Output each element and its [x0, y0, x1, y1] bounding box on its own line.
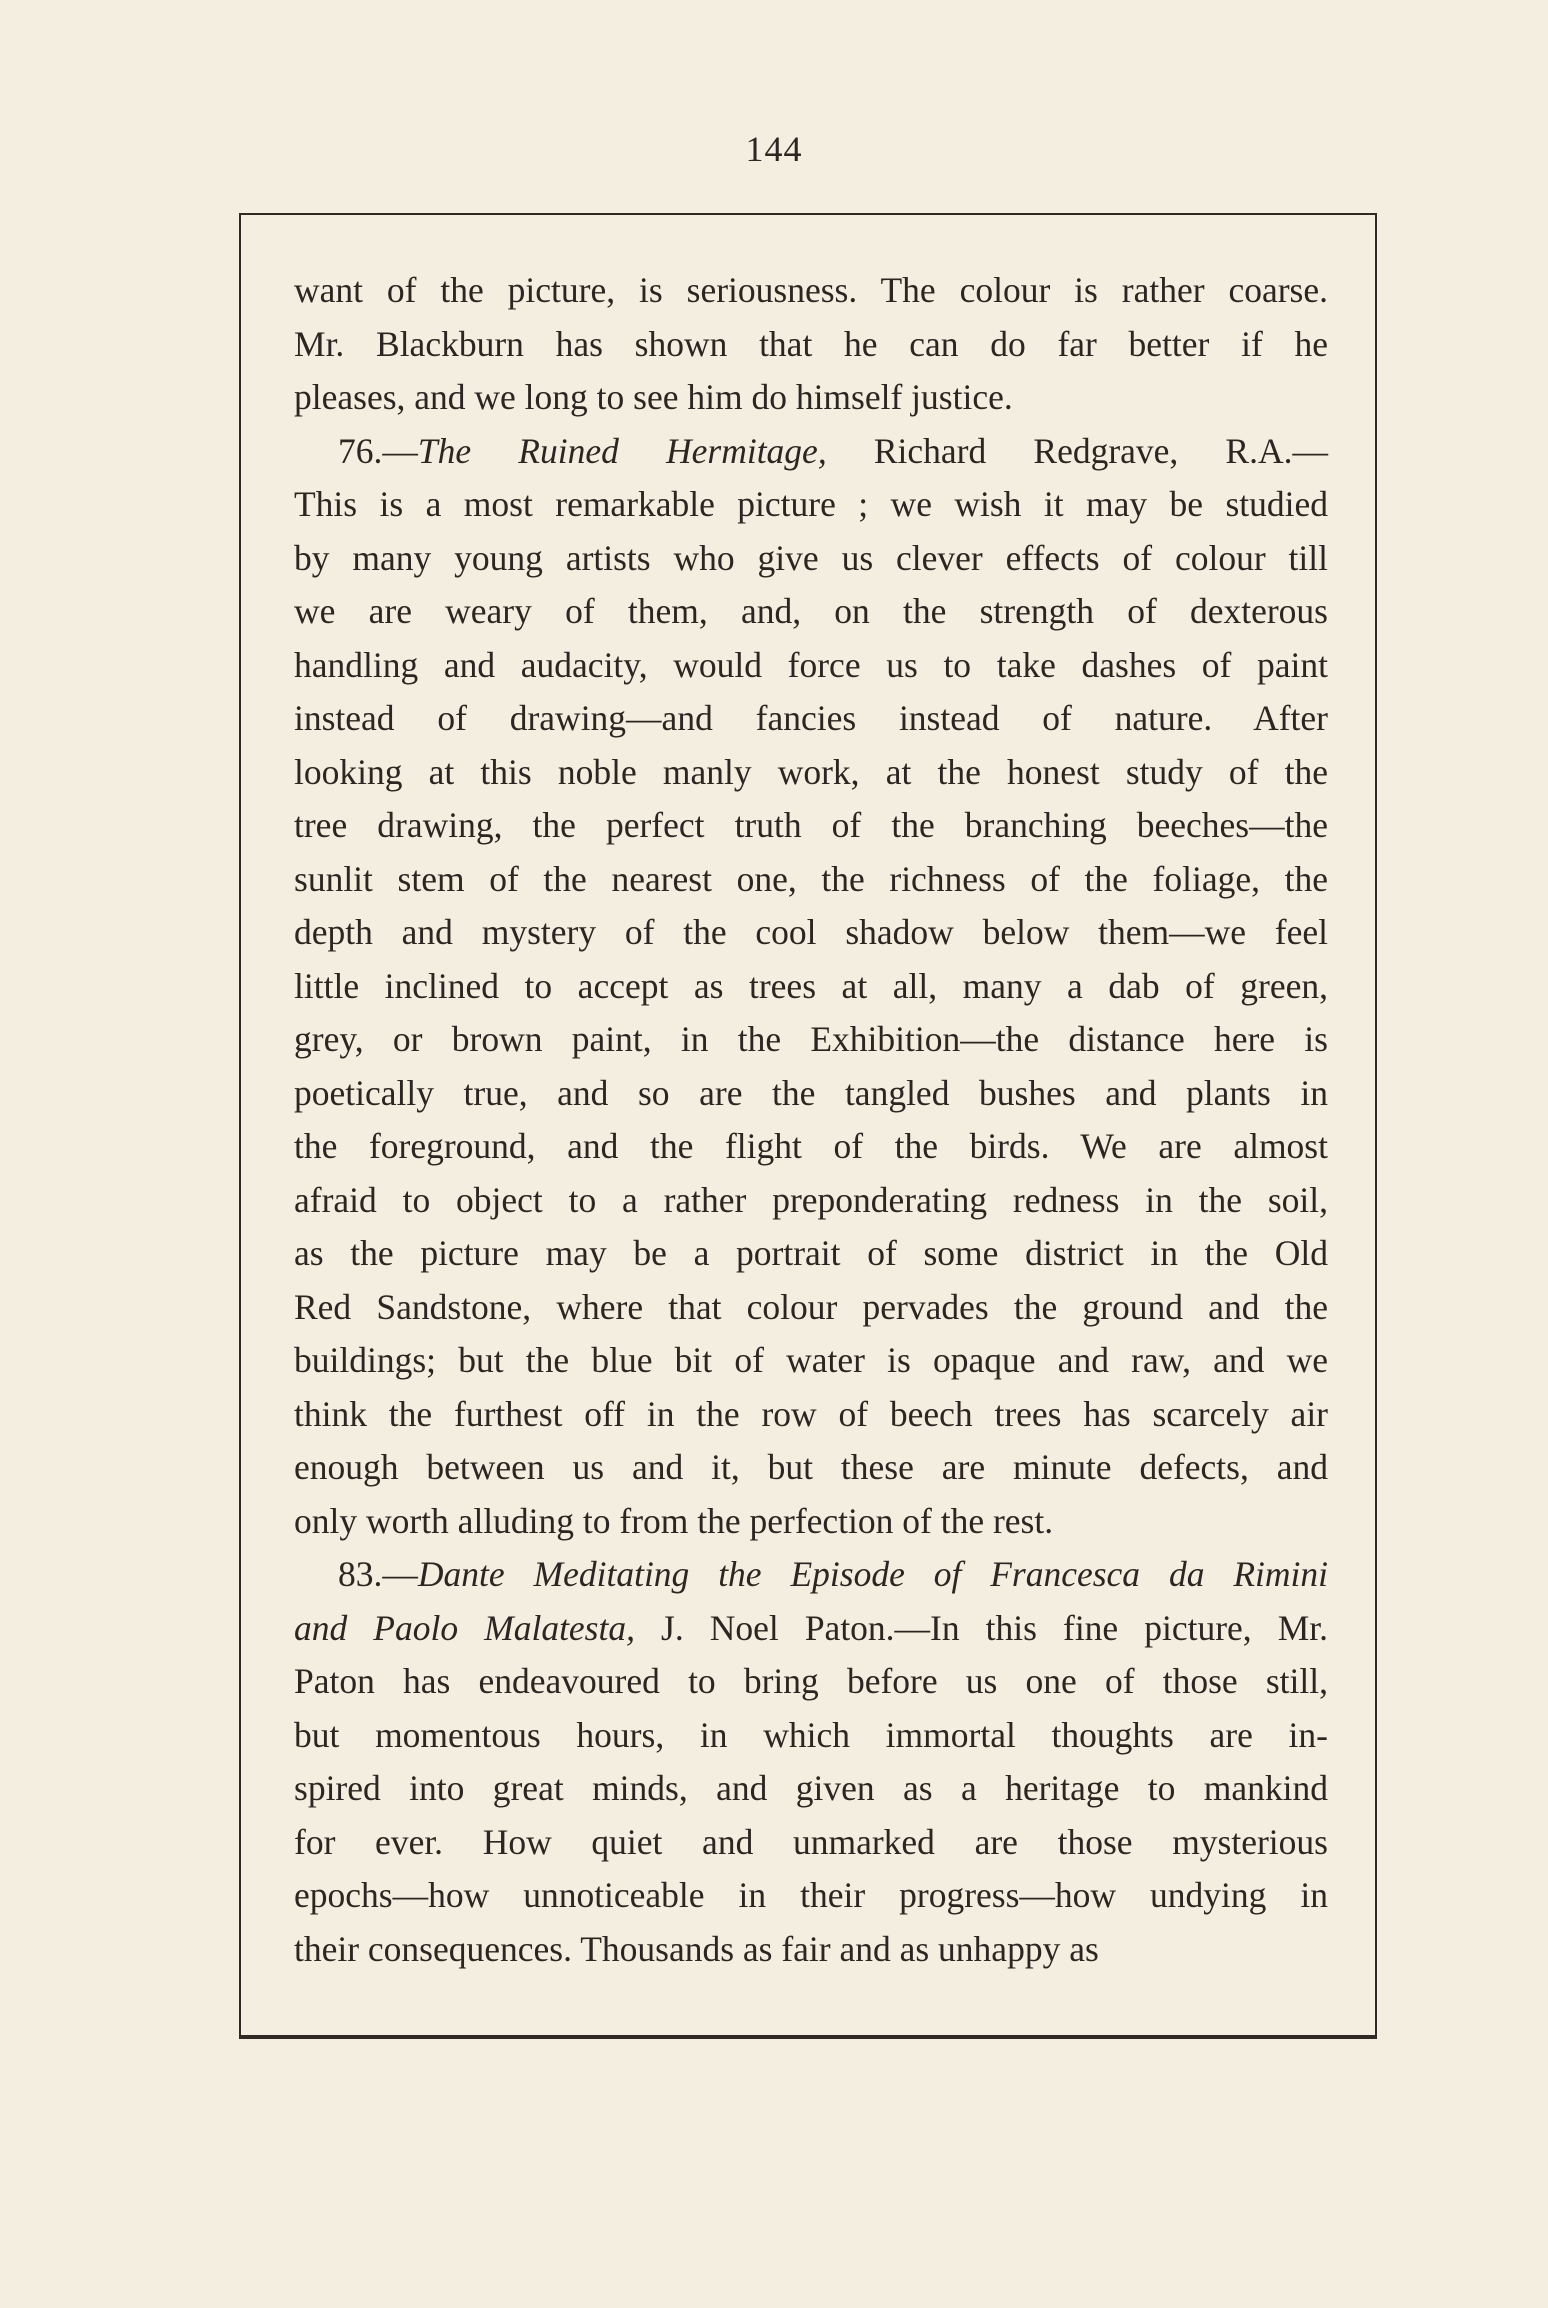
text-line-content: This is a most remarkable picture ; we wish it may be studied	[294, 484, 1328, 524]
page-number: 144	[745, 129, 803, 169]
text-line-content: only worth alluding to from the perfection of the rest.	[294, 1500, 1054, 1541]
text-line	[294, 692, 1328, 746]
text-line-content: by many young artists who give us clever effects of colour till	[294, 537, 1328, 578]
text-line	[294, 1174, 1328, 1228]
text-line-content: looking at this noble manly work, at the honest study of the	[294, 751, 1328, 792]
text-line-content: poetically true, and so are the tangled bushes and plants in	[294, 1072, 1328, 1113]
text-line-content: handling and audacity, would force us to take dashes of paint	[294, 644, 1328, 685]
artist-credit: Richard Redgrave, R.A.—	[826, 430, 1328, 471]
text-line	[294, 1709, 1328, 1763]
text-line-content: as the picture may be a portrait of some district in the Old	[294, 1233, 1328, 1273]
text-line-content: afraid to object to a rather preponderating redness in the soil,	[294, 1179, 1328, 1220]
text-line	[294, 639, 1328, 693]
text-line	[294, 1869, 1328, 1923]
text-line-content: we are weary of them, and, on the strength of dexterous	[294, 591, 1328, 631]
text-line	[294, 853, 1328, 907]
text-line	[294, 1334, 1328, 1388]
text-line	[294, 799, 1328, 853]
text-line-content: depth and mystery of the cool shadow below them—we feel	[294, 912, 1328, 952]
text-line-content: enough between us and it, but these are minute defects, and	[294, 1447, 1328, 1487]
text-line	[294, 1441, 1328, 1495]
text-line-content: tree drawing, the perfect truth of the branching beeches—the	[294, 805, 1328, 845]
text-line	[294, 371, 1328, 425]
entry-number: 76.—	[338, 430, 418, 471]
text-line	[294, 1227, 1328, 1281]
text-line-content: epochs—how unnoticeable in their progress—how undying in	[294, 1875, 1328, 1915]
text-line	[294, 960, 1328, 1014]
entry-number: 83.—	[338, 1554, 418, 1594]
text-line-content: want of the picture, is seriousness. The colour is rather coarse.	[294, 270, 1328, 310]
text-line-content: think the furthest off in the row of beech trees has scarcely air	[294, 1393, 1328, 1434]
text-line	[294, 425, 1328, 479]
artist-credit: J. Noel Paton.—In this fine picture, Mr.	[635, 1607, 1329, 1648]
text-line	[294, 1067, 1328, 1121]
text-line-content: Red Sandstone, where that colour pervades the ground and the	[294, 1286, 1328, 1327]
text-line-content: pleases, and we long to see him do himself justice.	[294, 377, 1013, 417]
text-line	[294, 1923, 1328, 1977]
text-line	[294, 585, 1328, 639]
artwork-title: Dante Meditating the Episode of Francesca da Rimini	[417, 1554, 1328, 1594]
text-line	[294, 1013, 1328, 1067]
text-line	[294, 1762, 1328, 1816]
text-line-content: Paton has endeavoured to bring before us one of those still,	[294, 1661, 1328, 1701]
artwork-title: The Ruined Hermitage,	[417, 430, 827, 471]
text-line	[294, 1655, 1328, 1709]
text-line-content: for ever. How quiet and unmarked are those mysterious	[294, 1821, 1328, 1862]
text-line-content: grey, or brown paint, in the Exhibition—the distance here is	[294, 1019, 1328, 1059]
text-line-content: but momentous hours, in which immortal thoughts are in-	[294, 1714, 1328, 1755]
text-line	[294, 1816, 1328, 1870]
artwork-title: and Paolo Malatesta,	[294, 1607, 635, 1648]
text-line	[294, 1120, 1328, 1174]
text-line-content: little inclined to accept as trees at all, many a dab of green,	[294, 965, 1328, 1006]
text-line	[294, 318, 1328, 372]
text-line-content: instead of drawing—and fancies instead of nature. After	[294, 698, 1328, 738]
text-line-content: Mr. Blackburn has shown that he can do far better if he	[294, 323, 1328, 364]
text-line-content: buildings; but the blue bit of water is opaque and raw, and we	[294, 1340, 1328, 1380]
text-line	[294, 906, 1328, 960]
text-line	[294, 532, 1328, 586]
text-line-content: sunlit stem of the nearest one, the richness of the foliage, the	[294, 858, 1328, 899]
text-line	[294, 264, 1328, 318]
text-line	[294, 478, 1328, 532]
text-line	[294, 1388, 1328, 1442]
text-line	[294, 1281, 1328, 1335]
text-line-content: spired into great minds, and given as a heritage to mankind	[294, 1768, 1328, 1808]
text-line	[294, 1548, 1328, 1602]
text-line	[294, 1495, 1328, 1549]
text-line	[294, 746, 1328, 800]
body-text	[294, 264, 1328, 1976]
text-line-content: their consequences. Thousands as fair and as unhappy as	[294, 1928, 1099, 1969]
text-line-content: the foreground, and the flight of the birds. We are almost	[294, 1126, 1328, 1166]
text-line	[294, 1602, 1328, 1656]
